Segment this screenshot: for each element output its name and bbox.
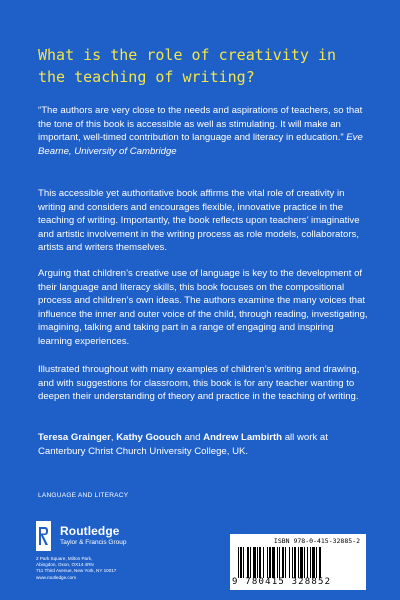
barcode-bar — [253, 547, 256, 578]
publisher-group: Taylor & Francis Group — [60, 539, 127, 546]
description-paragraph-3: Illustrated throughout with many examples of children’s writing and drawing, and with suggestions for classroom, this book is for any teacher wanting to deepen their understanding of theory and practice in the teaching of writing. — [38, 364, 360, 403]
author-affiliation: all work at Canterbury Christ Church University College, UK. — [38, 432, 328, 457]
author-name-2: Kathy Goouch — [116, 432, 182, 443]
barcode-bar — [263, 547, 264, 578]
barcode-bar — [300, 547, 303, 578]
address-line: www.routledge.com — [36, 574, 77, 580]
author-separator-2: and — [181, 432, 204, 443]
barcode-bar — [240, 547, 242, 578]
publisher-logo — [36, 521, 186, 553]
quote-text: “The authors are very close to the needs and aspirations of teachers, so that the tone of this book is accessible as well as stimulating. It will make an important, well-timed contribution to language and literacy in education.” — [38, 105, 363, 144]
barcode-bar — [298, 547, 299, 578]
barcode-bar — [247, 547, 249, 578]
author-name-1: Teresa Grainger — [38, 432, 111, 443]
barcode-bar — [267, 547, 268, 578]
barcode-bar — [250, 547, 251, 578]
isbn-barcode — [230, 534, 366, 590]
description-paragraph-2: Arguing that children’s creative use of language is key to the development of their language and literacy skills, this book focuses on the compositional process and children’s own ideas. The authors examine the many voices that influence the inner and outer voice of the child, through reading, investigating, imagining, talking and taking part in a range of engaging and inspiring learning experiences. — [38, 268, 368, 347]
publisher-name: Routledge — [60, 524, 120, 538]
barcode-bar — [289, 547, 290, 578]
barcode-bar — [272, 547, 275, 578]
barcode-bar — [312, 547, 315, 578]
barcode-bar — [310, 547, 311, 578]
description-paragraph-1: This accessible yet authoritative book affirms the vital role of creativity in writing and considers and encourages flexible, innovative practice in the teaching of writing. Importantly, the book reflects upon teachers’ imaginative and artistic involvement in the writing process as role models, collaborators, artists and writers themselves. — [38, 188, 360, 254]
author-name-3: Andrew Lambirth — [203, 432, 283, 443]
address-line: 2 Park Square, Milton Park, — [36, 556, 93, 561]
barcode-bar — [259, 547, 261, 578]
barcode-bar — [269, 547, 271, 578]
barcode-bar — [285, 547, 286, 578]
barcode-bar — [316, 547, 317, 578]
barcode-bar — [294, 547, 296, 578]
address-line: 711 Third Avenue, New York, NY 10017 — [36, 568, 117, 574]
barcode-bar — [292, 547, 293, 578]
barcode-bar — [282, 547, 284, 578]
barcode-bar — [277, 547, 278, 578]
address-line: Abingdon, Oxon, OX14 4RN — [36, 562, 94, 568]
quote-source: Eve Bearne, University of Cambridge — [38, 132, 363, 157]
isbn-text: ISBN 978-0-415-32885-2 — [273, 537, 360, 545]
barcode-bars — [238, 547, 360, 578]
barcode-bar — [307, 547, 308, 578]
barcode-bar — [238, 547, 239, 578]
author-separator-1: , — [110, 432, 117, 443]
barcode-bar — [279, 547, 280, 578]
barcode-digits: 9 780415 328852 — [232, 577, 332, 587]
barcode-bar — [243, 547, 244, 578]
routledge-logo-icon — [36, 521, 51, 551]
barcode-bar — [319, 547, 321, 578]
barcode-bar — [257, 547, 258, 578]
series-label: LANGUAGE AND LITERACY — [38, 492, 129, 499]
author-bio — [38, 431, 368, 458]
back-cover-heading: What is the role of creativity in the teaching of writing? — [38, 46, 337, 86]
publisher-address — [36, 556, 196, 581]
barcode-bar — [304, 547, 305, 578]
endorsement-quote — [38, 104, 368, 158]
